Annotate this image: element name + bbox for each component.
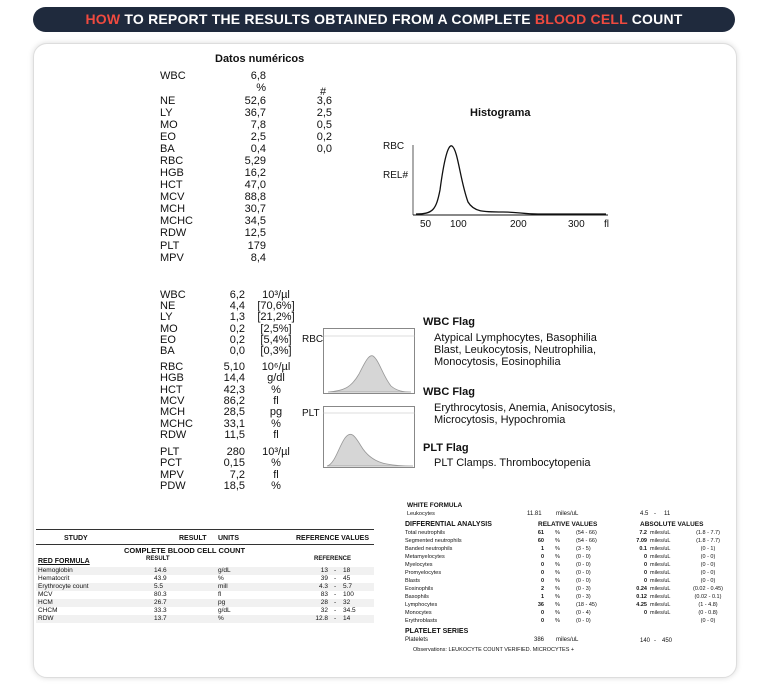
diff-name-0: Total neutrophils bbox=[405, 530, 446, 536]
wbc-flag-list bbox=[434, 332, 597, 368]
diff-ar-8: (0.02 - 0.1) bbox=[694, 594, 722, 600]
sec2-unit-12: fl bbox=[273, 429, 279, 441]
label-12: MCHC bbox=[160, 215, 193, 227]
white-formula-title: WHITE FORMULA bbox=[407, 502, 463, 509]
sec2-unit-13: 10³/µl bbox=[262, 446, 290, 458]
diff-pu-6: % bbox=[555, 578, 560, 584]
differential-title: DIFFERENTIAL ANALYSIS bbox=[405, 521, 492, 528]
cbc-dash-4: - bbox=[334, 599, 337, 606]
plt-histogram bbox=[323, 406, 415, 468]
platelets-label: Platelets bbox=[405, 637, 429, 643]
diff-name-8: Basophils bbox=[405, 594, 429, 600]
diff-av-3: 0 bbox=[643, 554, 647, 560]
value-1: % bbox=[256, 82, 266, 94]
sec2-label-5: BA bbox=[160, 345, 175, 357]
diff-rr-6: (0 - 0) bbox=[576, 578, 591, 584]
diff-ar-9: (1 - 4.8) bbox=[698, 602, 718, 608]
platelets-range-low: 140 bbox=[640, 638, 651, 644]
diff-rr-2: (3 - 5) bbox=[576, 546, 591, 552]
label-5: EO bbox=[160, 131, 176, 143]
range-dash: - bbox=[654, 638, 656, 644]
diff-pu-9: % bbox=[555, 602, 560, 608]
sec2-unit-6: 10⁶/µl bbox=[261, 361, 291, 373]
cbc-lo-4: 28 bbox=[320, 599, 328, 606]
diff-au-2: miles/uL bbox=[650, 546, 671, 552]
diff-av-4: 0 bbox=[643, 562, 647, 568]
plt-flag-list bbox=[434, 457, 591, 469]
diff-rv-3: 0 bbox=[540, 554, 544, 560]
wbc-flag2-title: WBC Flag bbox=[423, 386, 475, 398]
red-formula-label: RED FORMULA bbox=[38, 558, 90, 565]
value-11: 30,7 bbox=[244, 203, 266, 215]
cbc-hi-4: 32 bbox=[343, 599, 351, 606]
sec2-value-3: 0,2 bbox=[229, 323, 245, 335]
sec2-label-3: MO bbox=[160, 323, 178, 335]
numeric-data-title: Datos numéricos bbox=[215, 53, 305, 65]
cbc-lo-5: 32 bbox=[320, 607, 328, 614]
leukocytes-label: Leukocytes bbox=[407, 511, 435, 517]
sec2-unit-11: % bbox=[271, 418, 281, 430]
sec2-unit-15: fl bbox=[273, 469, 279, 481]
histogram-ticks bbox=[420, 219, 609, 230]
sec2-label-14: PCT bbox=[160, 457, 182, 469]
label-4: MO bbox=[160, 119, 178, 131]
cbc-dash-3: - bbox=[334, 591, 337, 598]
diff-rr-0: (54 - 66) bbox=[576, 530, 597, 536]
cbc-name-6: RDW bbox=[38, 615, 54, 622]
cbc-unit-3: fl bbox=[218, 591, 222, 598]
cbc-unit-1: % bbox=[218, 575, 224, 582]
diff-rr-3: (0 - 0) bbox=[576, 554, 591, 560]
cbc-result-6: 13.7 bbox=[154, 615, 167, 622]
diff-ar-5: (0 - 0) bbox=[700, 570, 716, 576]
sec2-unit-4: [5,4%] bbox=[260, 334, 292, 346]
diff-au-9: miles/uL bbox=[650, 602, 671, 608]
cbc-result-3: 80.3 bbox=[154, 591, 167, 598]
cbc-title: COMPLETE BLOOD CELL COUNT bbox=[124, 546, 246, 555]
histogram-rel-label: REL# bbox=[383, 170, 409, 181]
sec2-value-10: 28,5 bbox=[223, 406, 245, 418]
cbc-lo-2: 4.3 bbox=[318, 583, 328, 590]
wbc_flag2_lines-1: Microcytosis, Hypochromia bbox=[434, 414, 566, 426]
sec2-unit-0: 10³/µl bbox=[262, 289, 290, 301]
leukocytes-range-low: 4.5 bbox=[640, 511, 649, 517]
value2-0: 179 bbox=[247, 240, 266, 252]
label-9: HCT bbox=[160, 179, 183, 191]
relative-values-title: RELATIVE VALUES bbox=[538, 521, 598, 528]
diff-av-1: 7.09 bbox=[636, 538, 647, 544]
cbc-unit-4: pg bbox=[218, 599, 226, 606]
banner-highlight-how: HOW bbox=[85, 11, 121, 27]
sec2-label-8: HCT bbox=[160, 384, 183, 396]
histogram-tick-3: 300 bbox=[568, 219, 585, 230]
wbc_flag_lines-2: Monocytosis, Eosinophilia bbox=[434, 356, 561, 368]
sec2-label-16: PDW bbox=[160, 480, 186, 492]
sec2-unit-8: % bbox=[271, 384, 281, 396]
diff-au-5: miles/uL bbox=[650, 570, 671, 576]
sec2-value-5: 0,0 bbox=[229, 345, 245, 357]
value2-1: 8,4 bbox=[250, 252, 266, 264]
diff-rr-8: (0 - 3) bbox=[576, 594, 591, 600]
sec2-unit-3: [2,5%] bbox=[260, 323, 292, 335]
value-2: 52,6 bbox=[244, 95, 266, 107]
sec2-unit-1: [70,6%] bbox=[257, 300, 295, 312]
sec2-label-12: RDW bbox=[160, 429, 187, 441]
title-banner bbox=[33, 7, 735, 32]
sec2-value-1: 4,4 bbox=[229, 300, 245, 312]
diff-pu-1: % bbox=[555, 538, 560, 544]
header-units: UNITS bbox=[218, 535, 239, 542]
cbc-result-4: 26.7 bbox=[154, 599, 167, 606]
sec2-label-1: NE bbox=[160, 300, 176, 312]
histogram-block bbox=[378, 100, 628, 240]
diff-ar-1: (1.8 - 7.7) bbox=[696, 538, 720, 544]
sec2-value-12: 11,5 bbox=[224, 429, 245, 441]
diff-pu-7: % bbox=[555, 586, 560, 592]
cbc-unit-5: g/dL bbox=[218, 607, 231, 614]
plt-histogram-label: PLT bbox=[302, 408, 320, 419]
cbc-dash-1: - bbox=[334, 575, 337, 582]
wbc-flag2-list bbox=[434, 402, 616, 426]
cbc-result-2: 5.5 bbox=[154, 583, 164, 590]
banner-text-end: COUNT bbox=[627, 11, 683, 27]
diff-rv-7: 2 bbox=[540, 586, 544, 592]
diff-pu-5: % bbox=[555, 570, 560, 576]
cbc-hi-1: 45 bbox=[343, 575, 351, 582]
sec2-value-2: 1,3 bbox=[229, 311, 245, 323]
diff-name-7: Eosinophils bbox=[405, 586, 434, 592]
diff-ar-3: (0 - 0) bbox=[700, 554, 716, 560]
value-3: 36,7 bbox=[244, 107, 266, 119]
diff-rv-6: 0 bbox=[540, 578, 544, 584]
sec2-value-14: 0,15 bbox=[223, 457, 245, 469]
label-7: RBC bbox=[160, 155, 184, 167]
label2-0: PLT bbox=[160, 240, 180, 252]
platelets-unit: miles/uL bbox=[556, 637, 579, 643]
sec2-unit-9: fl bbox=[273, 395, 279, 407]
cbc-name-4: HCM bbox=[38, 599, 53, 606]
histogram-title: Histograma bbox=[470, 107, 531, 119]
cbc-report-block bbox=[36, 529, 374, 630]
wbc_flag_lines-0: Atypical Lymphocytes, Basophilia bbox=[434, 332, 597, 344]
cbc-lo-6: 12.8 bbox=[315, 615, 328, 622]
sec2-value-4: 0,2 bbox=[229, 334, 245, 346]
diff-rr-10: (0 - 4) bbox=[576, 610, 591, 616]
diff-name-2: Banded neutrophils bbox=[405, 546, 453, 552]
sec2-label-6: RBC bbox=[160, 361, 184, 373]
rbc-histogram-label: RBC bbox=[302, 334, 324, 345]
label-13: RDW bbox=[160, 227, 187, 239]
cbc-hi-6: 14 bbox=[343, 615, 351, 622]
value-0: 6,8 bbox=[250, 70, 266, 82]
histogram-tick-0: 50 bbox=[420, 219, 432, 230]
histogram-tick-4: fl bbox=[604, 219, 609, 230]
label2-1: MPV bbox=[160, 252, 184, 264]
sec2-label-9: MCV bbox=[160, 395, 185, 407]
header-divider bbox=[36, 544, 374, 545]
sec2-label-13: PLT bbox=[160, 446, 180, 458]
diff-av-9: 4.25 bbox=[636, 602, 647, 608]
diff-name-10: Monocytes bbox=[405, 610, 432, 616]
sub-result-label: RESULT bbox=[146, 556, 170, 562]
cbc-name-5: CHCM bbox=[38, 607, 58, 614]
sec2-value-0: 6,2 bbox=[229, 289, 245, 301]
diff-au-7: miles/uL bbox=[650, 586, 671, 592]
value-6: 0,4 bbox=[250, 143, 266, 155]
pct-3: 2,5 bbox=[316, 107, 332, 119]
diff-pu-2: % bbox=[555, 546, 560, 552]
diff-av-7: 0.24 bbox=[636, 586, 647, 592]
diff-rv-8: 1 bbox=[540, 594, 544, 600]
sec2-unit-14: % bbox=[271, 457, 281, 469]
cbc-hi-3: 100 bbox=[343, 591, 354, 598]
sec2-unit-10: pg bbox=[269, 406, 283, 418]
diff-rv-4: 0 bbox=[540, 562, 544, 568]
diff-av-6: 0 bbox=[643, 578, 647, 584]
sec2-value-6: 5,10 bbox=[223, 361, 245, 373]
diff-au-4: miles/uL bbox=[650, 562, 671, 568]
sec2-label-0: WBC bbox=[160, 289, 186, 301]
label-2: NE bbox=[160, 95, 176, 107]
cbc-result-5: 33.3 bbox=[154, 607, 167, 614]
histogram-rbc-label: RBC bbox=[383, 141, 405, 152]
cbc-hi-0: 18 bbox=[343, 567, 351, 574]
cbc-dash-5: - bbox=[334, 607, 337, 614]
cbc-lo-3: 83 bbox=[320, 591, 328, 598]
sec2-value-11: 33,1 bbox=[223, 418, 245, 430]
label-3: LY bbox=[160, 107, 173, 119]
cbc-unit-2: mill bbox=[218, 583, 228, 590]
sec2-label-10: MCH bbox=[160, 406, 186, 418]
value-4: 7,8 bbox=[250, 119, 266, 131]
value-5: 2,5 bbox=[250, 131, 266, 143]
value-13: 12,5 bbox=[244, 227, 266, 239]
plt-flag-title: PLT Flag bbox=[423, 442, 469, 454]
diff-au-6: miles/uL bbox=[650, 578, 671, 584]
sec2-label-11: MCHC bbox=[160, 418, 193, 430]
diff-pu-11: % bbox=[555, 618, 560, 624]
diff-name-6: Blasts bbox=[405, 578, 420, 584]
cbc-name-0: Hemoglobin bbox=[38, 567, 73, 574]
diff-ar-7: (0.02 - 0.45) bbox=[693, 586, 723, 592]
rbc-histogram bbox=[323, 328, 415, 394]
diff-rv-9: 36 bbox=[537, 602, 544, 608]
sec2-value-9: 86,2 bbox=[223, 395, 245, 407]
diff-av-0: 7.2 bbox=[639, 530, 647, 536]
label-8: HGB bbox=[160, 167, 184, 179]
wbc-flag-title: WBC Flag bbox=[423, 316, 475, 328]
diff-ar-6: (0 - 0) bbox=[700, 578, 716, 584]
cbc-name-2: Erythrocyte count bbox=[38, 583, 89, 590]
diff-rr-4: (0 - 0) bbox=[576, 562, 591, 568]
diff-pu-10: % bbox=[555, 610, 560, 616]
sec2-label-7: HGB bbox=[160, 372, 184, 384]
cbc-dash-6: - bbox=[334, 615, 337, 622]
absolute-values-title: ABSOLUTE VALUES bbox=[640, 521, 704, 528]
cbc-name-1: Hematocrit bbox=[38, 575, 70, 582]
plt_flag_lines-0: PLT Clamps. Thrombocytopenia bbox=[434, 457, 591, 469]
sec2-value-16: 18,5 bbox=[223, 480, 245, 492]
leukocytes-unit: miles/uL bbox=[556, 511, 579, 517]
diff-rv-1: 60 bbox=[537, 538, 544, 544]
label-6: BA bbox=[160, 143, 175, 155]
banner-highlight-blood-cell: BLOOD CELL bbox=[534, 11, 628, 27]
label-10: MCV bbox=[160, 191, 185, 203]
leukocytes-range-high: 11 bbox=[664, 511, 671, 517]
header-study: STUDY bbox=[64, 535, 88, 542]
analyzer-results-block bbox=[160, 285, 320, 500]
histogram-chart bbox=[378, 100, 628, 240]
pct-6: 0,0 bbox=[316, 143, 332, 155]
diff-au-1: miles/uL bbox=[650, 538, 671, 544]
diff-rv-0: 61 bbox=[537, 530, 544, 536]
header-result: RESULT bbox=[179, 535, 207, 542]
diff-rv-11: 0 bbox=[540, 618, 544, 624]
diff-ar-0: (1.8 - 7.7) bbox=[696, 530, 720, 536]
diff-av-10: 0 bbox=[643, 610, 647, 616]
white-formula-block bbox=[396, 502, 731, 652]
leukocytes-value: 11.81 bbox=[527, 511, 542, 517]
sec2-unit-7: g/dl bbox=[267, 372, 285, 384]
histogram-tick-1: 100 bbox=[450, 219, 467, 230]
sec2-value-7: 14,4 bbox=[223, 372, 245, 384]
flags-block bbox=[423, 316, 733, 476]
banner-text: TO REPORT THE RESULTS OBTAINED FROM A COMPLETE bbox=[120, 11, 535, 27]
diff-name-11: Erythroblasts bbox=[405, 618, 438, 624]
diff-av-5: 0 bbox=[643, 570, 647, 576]
pct-4: 0,5 bbox=[316, 119, 332, 131]
diff-rv-10: 0 bbox=[540, 610, 544, 616]
diff-name-4: Myelocytes bbox=[405, 562, 433, 568]
pct-5: 0,2 bbox=[316, 131, 332, 143]
diff-ar-2: (0 - 1) bbox=[700, 546, 716, 552]
sec2-value-15: 7,2 bbox=[229, 469, 245, 481]
sec2-label-15: MPV bbox=[160, 469, 184, 481]
histogram-tick-2: 200 bbox=[510, 219, 527, 230]
cbc-unit-0: g/dL bbox=[218, 567, 231, 574]
label-11: MCH bbox=[160, 203, 186, 215]
hash-header: # bbox=[320, 86, 327, 98]
diff-rr-5: (0 - 0) bbox=[576, 570, 591, 576]
cbc-result-1: 43.9 bbox=[154, 575, 167, 582]
range-dash: - bbox=[654, 511, 656, 517]
cbc-lo-0: 13 bbox=[320, 567, 328, 574]
platelet-series-title: PLATELET SERIES bbox=[405, 628, 469, 635]
cbc-dash-0: - bbox=[334, 567, 337, 574]
diff-au-3: miles/uL bbox=[650, 554, 671, 560]
sec2-value-13: 280 bbox=[226, 446, 245, 458]
diff-name-9: Lymphocytes bbox=[405, 602, 438, 608]
value-7: 5,29 bbox=[244, 155, 266, 167]
diff-rr-9: (18 - 45) bbox=[576, 602, 597, 608]
sec2-label-2: LY bbox=[160, 311, 173, 323]
cbc-name-3: MCV bbox=[38, 591, 53, 598]
platelets-value: 386 bbox=[534, 637, 545, 643]
diff-pu-3: % bbox=[555, 554, 560, 560]
cbc-lo-1: 39 bbox=[320, 575, 328, 582]
sec2-unit-16: % bbox=[271, 480, 281, 492]
sec2-value-8: 42,3 bbox=[223, 384, 245, 396]
diff-av-8: 0.12 bbox=[636, 594, 647, 600]
diff-ar-11: (0 - 0) bbox=[700, 618, 716, 624]
cbc-dash-2: - bbox=[334, 583, 337, 590]
diff-rr-1: (54 - 66) bbox=[576, 538, 597, 544]
diff-au-8: miles/uL bbox=[650, 594, 671, 600]
cbc-unit-6: % bbox=[218, 615, 224, 622]
value-10: 88,8 bbox=[244, 191, 266, 203]
diff-pu-4: % bbox=[555, 562, 560, 568]
diff-name-5: Promyelocytes bbox=[405, 570, 442, 576]
diff-au-10: miles/uL bbox=[650, 610, 671, 616]
diff-pu-8: % bbox=[555, 594, 560, 600]
diff-name-1: Segmented neutrophils bbox=[405, 538, 462, 544]
sec2-label-4: EO bbox=[160, 334, 176, 346]
observations-text: Observations: LEUKOCYTE COUNT VERIFIED. MICROCYTES + bbox=[413, 647, 575, 653]
pct-2: 3,6 bbox=[316, 95, 332, 107]
diff-ar-10: (0 - 0.8) bbox=[698, 610, 718, 616]
diff-rr-7: (0 - 3) bbox=[576, 586, 591, 592]
platelets-range-high: 450 bbox=[662, 638, 673, 644]
label-0: WBC bbox=[160, 70, 186, 82]
diff-name-3: Metamyelocytes bbox=[405, 554, 445, 560]
diff-ar-4: (0 - 0) bbox=[700, 562, 716, 568]
value-12: 34,5 bbox=[244, 215, 266, 227]
diff-rv-2: 1 bbox=[540, 546, 544, 552]
header-reference: REFERENCE VALUES bbox=[296, 535, 369, 542]
wbc_flag_lines-1: Blast, Leukocytosis, Neutrophilia, bbox=[434, 344, 597, 356]
sec2-unit-5: [0,3%] bbox=[260, 345, 292, 357]
sec2-unit-2: [21,2%] bbox=[257, 311, 295, 323]
cbc-result-0: 14.6 bbox=[154, 567, 167, 574]
wbc_flag2_lines-0: Erythrocytosis, Anemia, Anisocytosis, bbox=[434, 402, 616, 414]
cbc-hi-5: 34.5 bbox=[343, 607, 356, 614]
diff-av-2: 0.1 bbox=[639, 546, 647, 552]
diff-au-0: miles/uL bbox=[650, 530, 671, 536]
diff-rr-11: (0 - 0) bbox=[576, 618, 591, 624]
value-9: 47,0 bbox=[244, 179, 266, 191]
diff-rv-5: 0 bbox=[540, 570, 544, 576]
cbc-hi-2: 5.7 bbox=[343, 583, 353, 590]
value-8: 16,2 bbox=[244, 167, 266, 179]
sub-reference-label: REFERENCE bbox=[314, 556, 352, 562]
diff-pu-0: % bbox=[555, 530, 560, 536]
